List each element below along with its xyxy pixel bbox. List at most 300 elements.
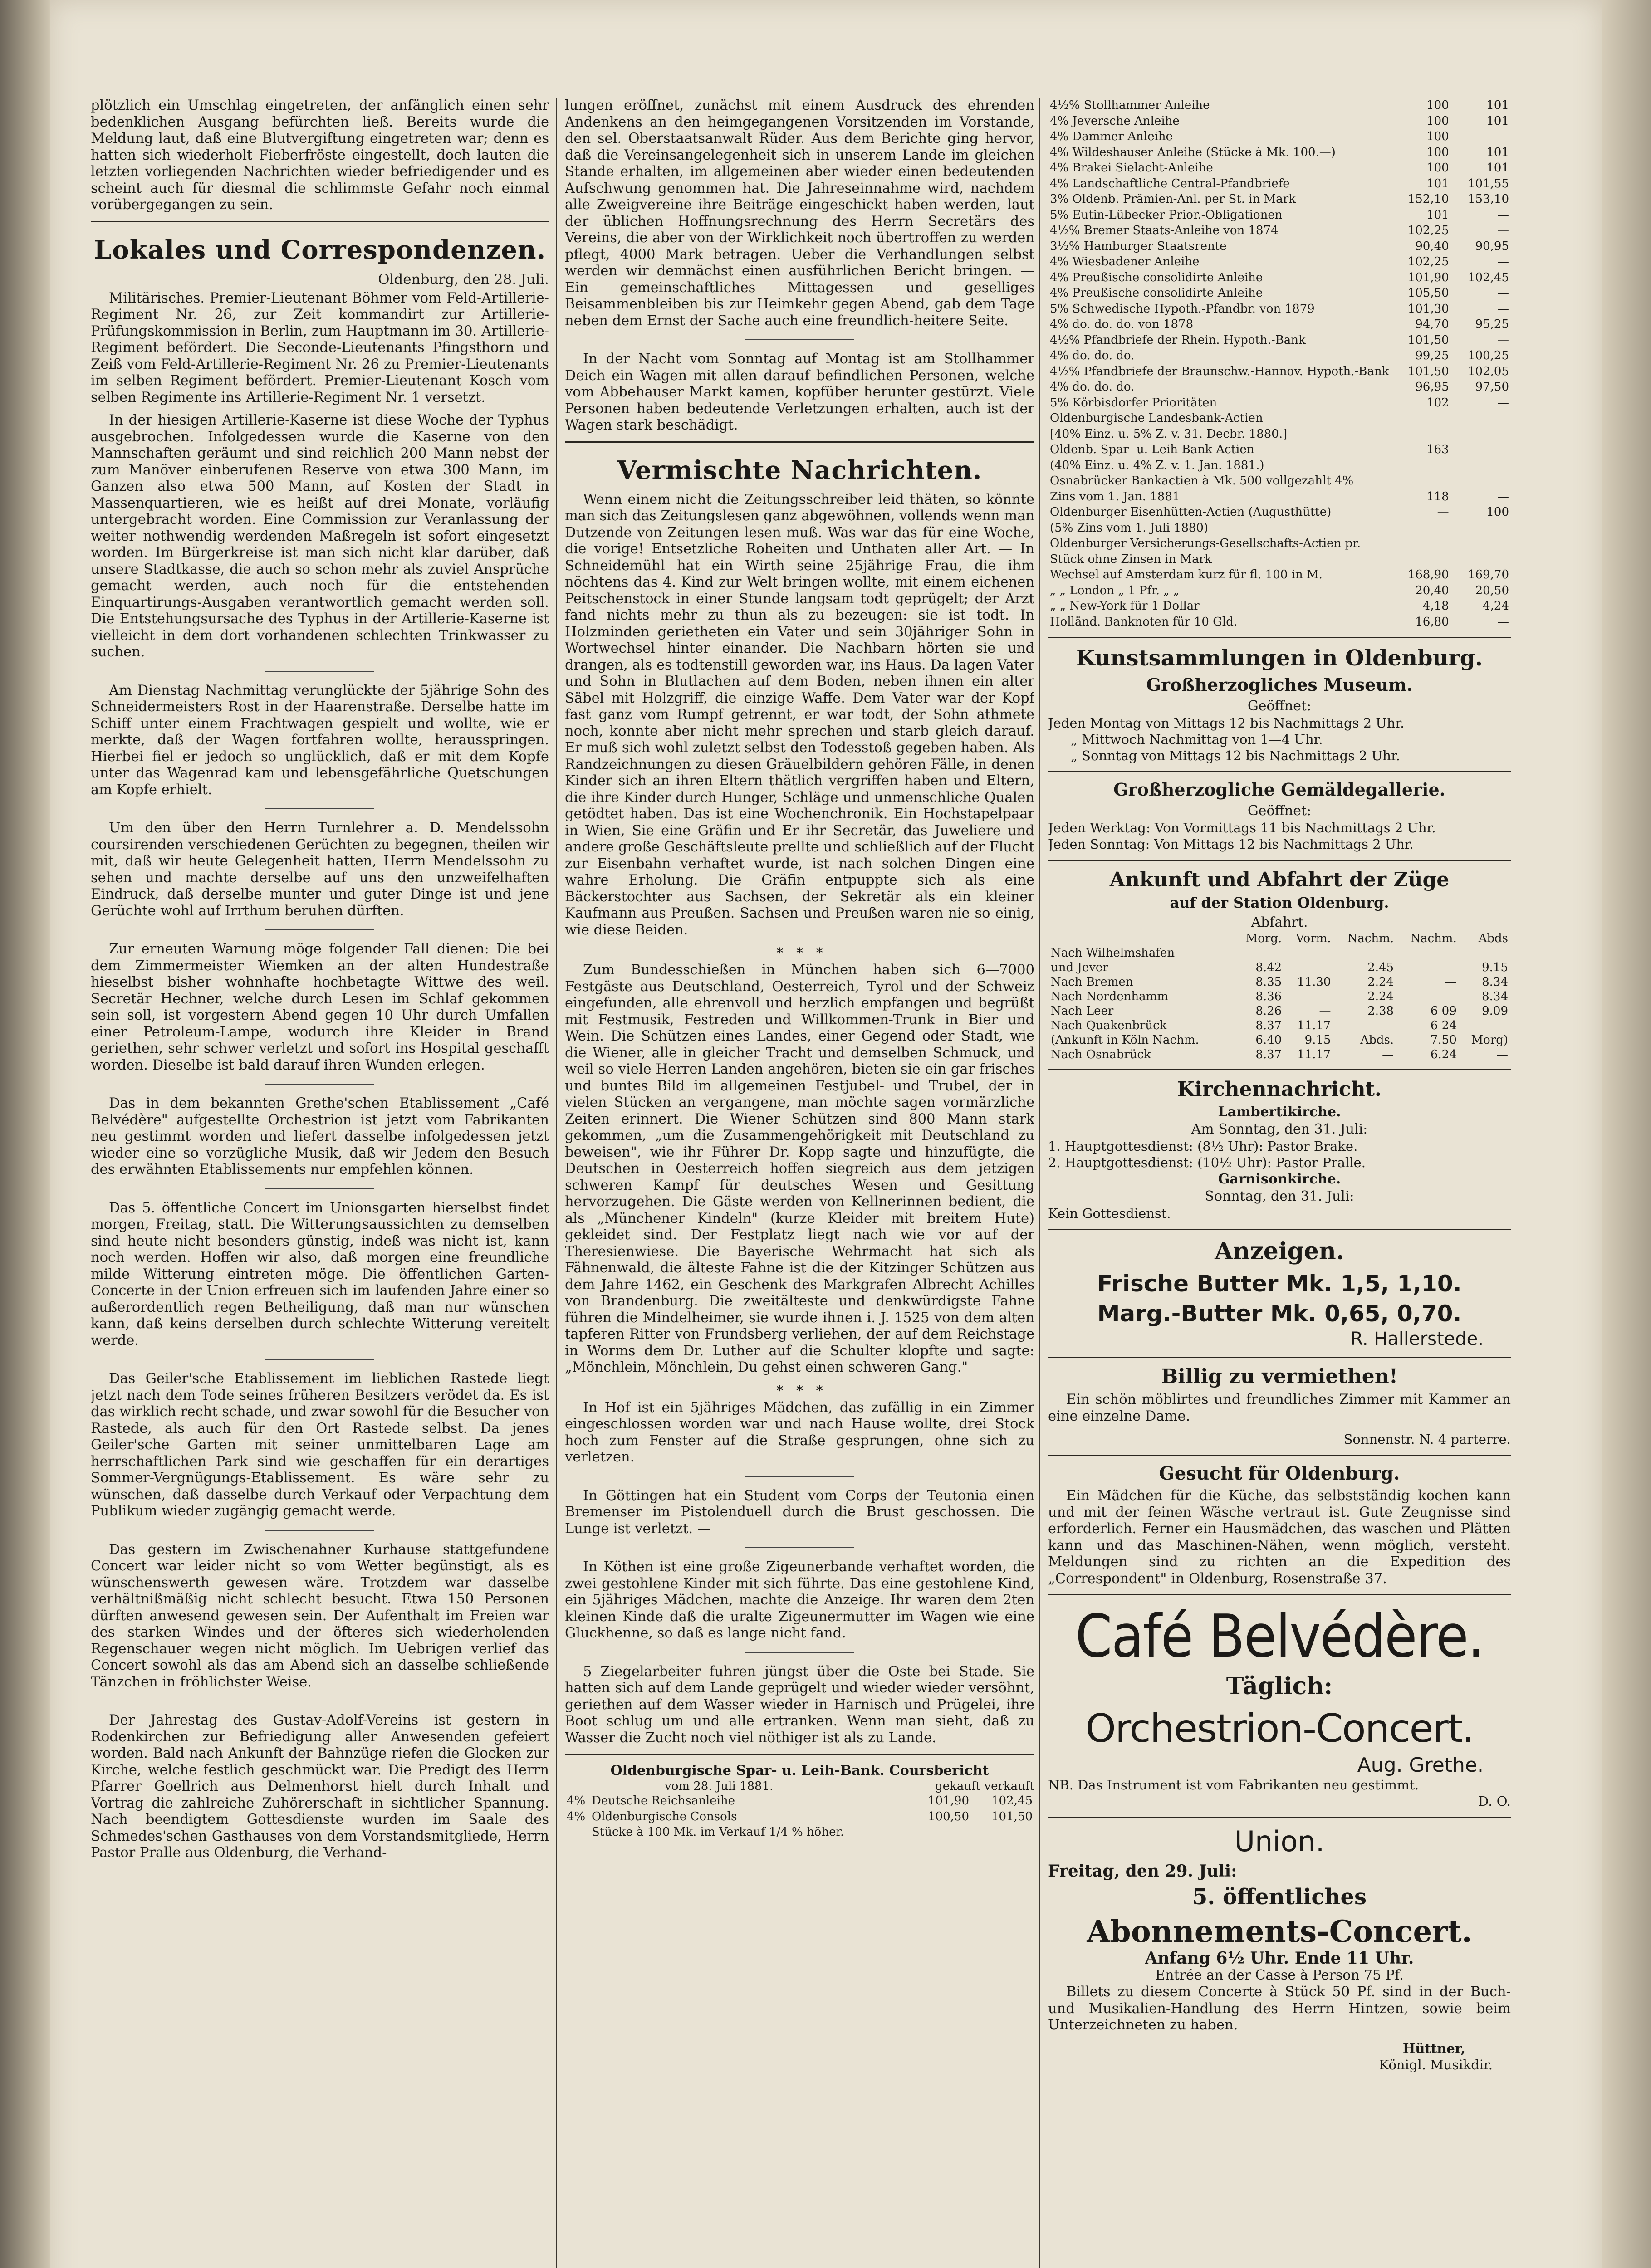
time-cell: 2.24 [1367, 975, 1394, 989]
security-name: 4% Dammer Anleihe [1050, 130, 1173, 143]
garnison-date: Sonntag, den 31. Juli: [1205, 1188, 1354, 1204]
rate: 4% [567, 1794, 586, 1808]
security-name: 4½% Bremer Staats-Anleihe von 1874 [1050, 224, 1279, 237]
abonnements-concert: Abonnements-Concert. [1087, 1914, 1472, 1949]
kirche-title: Kirchennachricht. [1177, 1078, 1382, 1101]
kunst-title: Kunstsammlungen in Oldenburg. [1076, 645, 1483, 671]
price-buy: 94,70 [1415, 318, 1449, 331]
price-buy: 168,90 [1407, 568, 1449, 582]
security-name: 5% Eutin-Lübecker Prior.-Obligationen [1050, 208, 1283, 222]
time-cell: 9.15 [1482, 961, 1508, 974]
museum-time: „ Sonntag von Mittags 12 bis Nachmittags 2 Uhr. [1071, 748, 1400, 763]
security-name: 4% do. do. do. [1050, 349, 1135, 362]
price-sell: — [1497, 224, 1509, 237]
table-row [1048, 379, 1511, 395]
bank-report-table [565, 1793, 1034, 1840]
table-row [1048, 520, 1511, 536]
table-row [1048, 473, 1511, 489]
security-name: Wechsel auf Amsterdam kurz für fl. 100 in M. [1050, 568, 1323, 582]
time-cell [1396, 946, 1460, 960]
price-sell [1451, 520, 1511, 536]
article-typhus: In der hiesigen Artillerie-Kaserne ist diese Woche der Typhus ausgebrochen. Infolgedessen wurde die Kaserne von den Mannschaften geräumt und sind reichlich 200 Mann nebst der zum Manöver einberufenen Reserve von etwa 300 Mann, im Ganzen also etwa 500 Mann, auf Kosten der Stadt in Massenquartieren, wie es heißt auf drei Monate, vorläufig untergebracht worden. Eine Commission zur Veranlassung der weiter nothwendig werdenden Maßregeln ist sofort eingesetzt worden. Im Bürgerkreise ist man sich nicht klar darüber, daß unsere Stadtkasse, die auch so schon mehr als zuviel Ansprüche gemacht werden, auch noch für die entstehenden Einquartirungs-Ausgaben verantwortlich gemacht werden soll. Die Entstehungsursache des Typhus in der Artillerie-Kaserne ist vielleicht in dem dort vorhandenen schlechten Trinkwasser zu suchen. [91, 412, 549, 660]
price-buy: 152,10 [1407, 192, 1449, 206]
divider [1048, 860, 1511, 861]
concert-times: Anfang 6½ Uhr. Ende 11 Uhr. [1145, 1949, 1414, 1968]
time-cell: — [1445, 961, 1457, 974]
article-goettingen: In Göttingen hat ein Student vom Corps der Teutonia einen Bremenser im Pistolenduell durch die Brust geschossen. Die Lunge ist verletzt. — [565, 1487, 1034, 1537]
security-name: Oldenburger Versicherungs-Gesellschafts-Actien pr. [1050, 537, 1361, 550]
stock-table [1048, 98, 1511, 630]
table-row [1048, 223, 1511, 239]
time-cell: 6.24 [1430, 1048, 1457, 1061]
security-name: 4% Jeversche Anleihe [1050, 114, 1180, 128]
divider [1048, 1594, 1511, 1595]
price-sell: — [1497, 443, 1509, 456]
price-sell [1451, 458, 1511, 474]
price-sell: 100 [1486, 505, 1509, 519]
table-row [1048, 191, 1511, 207]
price-sell: 97,50 [1475, 380, 1509, 394]
divider [565, 441, 1034, 443]
security-name: 4% do. do. do. [1050, 380, 1135, 394]
anzeigen-title: Anzeigen. [1215, 1237, 1344, 1265]
time-cell [1284, 946, 1333, 960]
price-buy: 4,18 [1422, 599, 1449, 613]
destination: (Ankunft in Köln Nachm. [1051, 1033, 1199, 1047]
price-sell: — [1497, 130, 1509, 143]
price-buy: 100 [1426, 161, 1449, 175]
time-cell: 11.30 [1297, 975, 1331, 989]
price-buy [1391, 411, 1450, 426]
rate [565, 1824, 590, 1840]
time-cell: 2.38 [1367, 1004, 1394, 1018]
price-sell [1451, 411, 1511, 426]
rate: 4% [567, 1809, 586, 1823]
sell-price: 102,45 [991, 1794, 1033, 1808]
security-name: Zins vom 1. Jan. 1881 [1050, 489, 1180, 503]
time-cell: Abds. [1360, 1033, 1394, 1047]
price-sell: 101 [1486, 114, 1509, 128]
table-row [1048, 285, 1511, 301]
table-row [1048, 113, 1511, 129]
table-row [565, 1824, 1034, 1840]
column-middle [565, 98, 1034, 2268]
article-gustav-adolf: Der Jahrestag des Gustav-Adolf-Vereins ist gestern in Rodenkirchen zur Befriedigung aller Anwesenden gefeiert worden. Bald nach Ankunft der Bahnzüge riefen die Glocken zur Kirche, welche festlich geschmückt war. Die Predigt des Herrn Pfarrer Goellrich aus Delmenhorst hielt durch Inhalt und Vortrag die zahlreiche Zuhörerschaft in sichtlicher Spannung. Nach beendigtem Gottesdienste wurden im Saale des Schmedes'schen Gasthauses von dem Vorstandsmitgliede, Herrn Pastor Pralle aus Oldenburg, die Verhand- [91, 1712, 549, 1861]
security-name: 4½% Pfandbriefe der Braunschw.-Hannov. Hypoth.-Bank [1050, 364, 1389, 378]
price-sell: 101 [1486, 98, 1509, 112]
billig-address: Sonnenstr. N. 4 parterre. [1343, 1432, 1511, 1447]
train-row [1048, 989, 1511, 1004]
column-rule-1 [556, 98, 557, 2268]
divider [1048, 637, 1511, 638]
price-buy [1391, 520, 1450, 536]
article-ziegelarbeiter: 5 Ziegelarbeiter fuhren jüngst über die Oste bei Stade. Sie hatten sich auf dem Lande geprügelt und wieder wieder versöhnt, geriethen auf dem Wasser wieder in Harnisch und Prügelei, ihre Boot schlug um und alle ertranken. Wenn man sieht, daß zu Wasser die Zucht noch viel nöthiger ist als zu Lande. [565, 1663, 1034, 1746]
security-name: 4% Brakei Sielacht-Anleihe [1050, 161, 1213, 175]
destination: Nach Wilhelmshafen [1051, 946, 1175, 960]
security-name: Holländ. Banknoten für 10 Gld. [1050, 615, 1238, 629]
time-cell: — [1382, 1019, 1394, 1032]
price-sell: 102,05 [1468, 364, 1509, 378]
security-name: 5% Körbisdorfer Prioritäten [1050, 396, 1217, 410]
price-buy: 90,40 [1415, 239, 1449, 253]
col-header-buy: gekauft [935, 1779, 981, 1793]
table-row [1048, 395, 1511, 411]
table-row [1048, 598, 1511, 614]
table-row [1048, 332, 1511, 348]
separator [745, 1547, 854, 1548]
table-row [1048, 129, 1511, 145]
butter-price-1: Frische Butter Mk. 1,5, 1,10. [1097, 1271, 1462, 1297]
museum-open: Geöffnet: [1247, 698, 1312, 714]
security-name: 3% Oldenb. Prämien-Anl. per St. in Mark [1050, 192, 1296, 206]
time-cell: 2.45 [1367, 961, 1394, 974]
train-row [1048, 1033, 1511, 1047]
buy-price: 100,50 [928, 1809, 969, 1823]
article-concert-union: Das 5. öffentliche Concert im Unionsgarten hierselbst findet morgen, Freitag, statt. Die Witterungsaussichten zu demselben sind heute nicht besonders günstig, indeß was nicht ist, kann noch werden. Hoffen wir also, daß morgen eine freundliche milde Witterung eintreten möge. Die öffentlichen Garten-Concerte in der Union erfreuen sich im laufenden Jahre einer so außerordentlich regen Betheiligung, daß man nur wünschen kann, daß keins derselben durch schlechte Witterung vereitelt werde. [91, 1200, 549, 1349]
time-cell: 8.34 [1482, 990, 1508, 1003]
security-name: [40% Einz. u. 5% Z. v. 31. Decbr. 1880.] [1050, 427, 1288, 441]
time-cell: 8.35 [1255, 975, 1282, 989]
divider [565, 1754, 1034, 1755]
price-sell: 101 [1486, 161, 1509, 175]
destination: Nach Nordenhamm [1051, 990, 1168, 1003]
fuenfte: 5. öffentliches [1192, 1884, 1367, 1910]
price-sell: 100,25 [1468, 349, 1509, 362]
table-row [1048, 207, 1511, 223]
time-cell: — [1319, 990, 1331, 1003]
price-sell [1451, 536, 1511, 552]
article-warnung: Zur erneuten Warnung möge folgender Fall dienen: Die bei dem Zimmermeister Wiemken an der alten Hundestraße hieselbst bisher wohnhafte hochbetagte Wittwe des weil. Secretär Hechner, welche durch Lesen im Schlaf gekommen sein soll, ist vorgestern Abend gegen 10 Uhr durch Umfallen einer Petroleum-Lampe, wodurch ihre Kleider in Brand geriethen, sehr schwer verletzt und sofort ins Hospital geschafft worden. Dieselbe ist bald darauf ihren Wunden erlegen. [91, 941, 549, 1073]
price-buy: 118 [1426, 489, 1449, 503]
table-row [1048, 254, 1511, 270]
price-sell: 153,10 [1468, 192, 1509, 206]
time-cell: 8.26 [1255, 1004, 1282, 1018]
train-row [1048, 946, 1511, 960]
table-row [1048, 458, 1511, 474]
separator [265, 1530, 374, 1531]
price-sell: — [1497, 333, 1509, 347]
time-cell: — [1445, 975, 1457, 989]
nb-note: NB. Das Instrument ist vom Fabrikanten neu gestimmt. [1048, 1777, 1419, 1793]
train-row [1048, 975, 1511, 989]
price-buy: 163 [1426, 443, 1449, 456]
article-mendelssohn: Um den über den Herrn Turnlehrer a. D. Mendelssohn coursirenden verschiedenen Gerüchten zu begegnen, theilen wir mit, daß wir heute Gelegenheit hatten, Herrn Mendelssohn zu sehen und machte derselbe auf uns den unzweifelhaften Eindruck, daß derselbe munter und guter Dinge ist und jene Gerüchte wohl auf Irrthum beruhen dürften. [91, 820, 549, 919]
column-rule-2 [1039, 98, 1040, 2268]
galerie-title: Großherzogliche Gemäldegallerie. [1113, 779, 1445, 800]
price-sell [1451, 552, 1511, 567]
security-name: Stück ohne Zinsen in Mark [1050, 552, 1212, 566]
security-name: 3½% Hamburger Staatsrente [1050, 239, 1227, 253]
time-cell: 8.34 [1482, 975, 1508, 989]
time-cell: Nachm. [1347, 932, 1394, 945]
separator [265, 929, 374, 930]
sell-price [971, 1824, 1034, 1840]
article-continuation: plötzlich ein Umschlag eingetreten, der anfänglich einen sehr bedenklichen Ausgang befürchten ließ. Bereits wurde die Meldung laut, daß eine Blutvergiftung eingetreten war; denn es hatten sich wiederholt Fieberfröste eingestellt, doch lauten die letzten vorliegenden Nachrichten wieder befriedigender und es scheint auch für diesmal die schlimmste Gefahr noch einmal vorübergegangen zu sein. [91, 98, 549, 213]
price-sell: — [1497, 255, 1509, 269]
table-row [1048, 270, 1511, 286]
price-buy: 100 [1426, 98, 1449, 112]
separator [265, 671, 374, 672]
sunday-date: Am Sonntag, den 31. Juli: [1191, 1121, 1368, 1137]
train-subtitle: auf der Station Oldenburg. [1170, 894, 1389, 911]
article-geiler: Das Geiler'sche Etablissement im lieblichen Rastede liegt jetzt nach dem Tode seines früheren Besitzers verödet da. Es ist das wirklich recht schade, und zwar sowohl für die Besucher von Rastede, als auch für den Ort Rastede selbst. Da jenes Geiler'sche Garten mit seiner unmittelbaren Lage am herrschaftlichen Park sind wie geschaffen für ein derartiges Sommer-Vergnügungs-Etablissement. Es wäre sehr zu wünschen, daß dasselbe durch Verkauf oder Verpachtung dem Publikum wieder zugängig gemacht werde. [91, 1371, 549, 1519]
time-cell: — [1496, 1048, 1508, 1061]
destination: Nach Osnabrück [1051, 1048, 1151, 1061]
gesucht-text: Ein Mädchen für die Küche, das selbstständig kochen kann und mit der feinen Wäsche vertraut ist. Gute Zeugnisse sind erforderlich. Ferner ein Hausmädchen, das waschen und Plätten kann und das Maschinen-Nähen, wenn möglich, versteht. Meldungen sind zu richten an die Expedition des „Correspondent" in Oldenburg, Rosenstraße 37. [1048, 1488, 1511, 1587]
divider [1048, 1069, 1511, 1070]
price-buy: 105,50 [1407, 286, 1449, 300]
security-name: 4% Wiesbadener Anleihe [1050, 255, 1200, 269]
galerie-open: Geöffnet: [1247, 803, 1312, 819]
section-title-vermischte: Vermischte Nachrichten. [617, 455, 982, 485]
price-sell: 102,45 [1468, 270, 1509, 284]
time-cell: 8.37 [1255, 1019, 1282, 1032]
time-cell: Morg. [1245, 932, 1282, 945]
price-sell: 95,25 [1475, 318, 1509, 331]
time-cell [1234, 946, 1284, 960]
price-buy: 99,25 [1415, 349, 1449, 362]
security-name: (5% Zins vom 1. Juli 1880) [1050, 521, 1209, 535]
destination: Nach Bremen [1051, 975, 1133, 989]
museum-title: Großherzogliches Museum. [1146, 675, 1413, 695]
union-title: Union. [1234, 1825, 1325, 1858]
do-signature: D. O. [1478, 1794, 1511, 1809]
time-cell: Vorm. [1296, 932, 1331, 945]
freitag-date: Freitag, den 29. Juli: [1048, 1862, 1237, 1881]
table-row [1048, 426, 1511, 442]
museum-time: „ Mittwoch Nachmittag von 1—4 Uhr. [1071, 732, 1323, 747]
price-buy: 20,40 [1415, 583, 1449, 597]
table-row [1048, 364, 1511, 380]
huettner-signature: Hüttner, [1402, 2040, 1465, 2056]
price-buy: 101,50 [1407, 333, 1449, 347]
destination [1048, 931, 1234, 946]
price-buy: 102,25 [1407, 224, 1449, 237]
price-buy: 101 [1426, 208, 1449, 222]
table-row [1048, 98, 1511, 113]
price-buy: 96,95 [1415, 380, 1449, 394]
galerie-time: Jeden Werktag: Von Vormittags 11 bis Nachmittags 2 Uhr. [1048, 820, 1436, 836]
divider [1048, 1229, 1511, 1230]
page-edge [1602, 0, 1651, 2268]
security-name: Oldenb. Spar- u. Leih-Bank-Actien [1050, 443, 1254, 456]
column-left [91, 98, 549, 2268]
separator [265, 1188, 374, 1189]
section-title-lokales: Lokales und Correspondenzen. [93, 235, 546, 265]
time-cell: — [1319, 961, 1331, 974]
article-bundesschiessen: Zum Bundesschießen in München haben sich 6—7000 Festgäste aus Deutschland, Oesterreich, Tyrol und der Schweiz eingefunden, alle ehrenvoll und herzlich empfangen und begrüßt mit Festmusik, Festreden und Willkommen-Trunk in Bier und Wein. Die Schützen eines Landes, einer Gegend oder Stadt, wie die Wiener, alle in gleicher Tracht und demselben Schmuck, und weil so viele Herren Landen angehören, bieten sie ein gar frisches und buntes Bild im allgemeinen Festjubel- und Trubel, der in vielen Stücken an vergangene, man möchte sagen vormärzliche Zeiten erinnert. Die Wiener Schützen sind 800 Mann stark gekommen, „um die Zusammengehörigkeit mit Deutschland zu beweisen", wie ihr Führer Dr. Kopp sagte und hinzufügte, die Deutschen in Oesterreich hoffen siegreich aus dem jetzigen schweren Kampf für deutsches Wesen und Gesittung hervorzugehen. Die Gäste werden von Kellnerinnen bedient, die als „Münchener Kindeln" (kurze Kleider mit breitem Hute) gekleidet sind. Der Festplatz liegt nach wie vor auf der Theresienwiese. Die Bayerische Wehrmacht hat sich als Fähnenwald, die älteste Fahne ist die der Kitzinger Schützen aus dem Jahre 1462, ein Geschenk des Markgrafen Albrecht Achilles von Brandenburg. Die zweitälteste und denkwürdigste Fahne führen die Mindelheimer, sie wurde ihnen i. J. 1525 von dem alten tapferen Ritter von Frundsberg verliehen, der auf dem Reichstage in Worms dem Dr. Luther auf die Schulter klopfte und sagte: „Mönchlein, Mönchlein, Du gehst einen schweren Gang." [565, 962, 1034, 1375]
separator [265, 808, 374, 809]
article-wochenchronik: Wenn einem nicht die Zeitungsschreiber leid thäten, so könnte man sich das Zeitungslesen ganz abgewöhnen, vollends wenn man Dutzende von Zeitungen lesen muß. Was war das für eine Woche, die vorige! Entsetzliche Roheiten und Unthaten aller Art. — In Schneidemühl hat ein Wirth seine 25jährige Frau, die ihm nöchtens das 4. Kind zur Welt bringen wollte, mit einem eichenen Peitschenstock in einer Stunde langsam todt geprügelt; der Arzt fand nichts mehr zu thun als zu bezeugen: sie ist todt. In Holzminden gerietheten ein Vater und sein 30jähriger Sohn in Wortwechsel hinter einander. Die Nachbarn hörten sie und drangen, als es todtenstill geworden war, ins Haus. Da lagen Vater und Sohn in Blutlachen auf dem Boden, neben ihnen ein alter Säbel mit Holzgriff, die einzige Waffe. Dem Vater war der Kopf fast ganz vom Rumpf getrennt, er war todt, der Sohn athmete noch, konnte aber nicht mehr sprechen und starb gleich darauf. Er muß sich wohl zuletzt selbst den Todesstoß gegeben haben. Als Randzeichnungen zu diesen Gräuelbildern gehören Fälle, in denen Kinder sich an ihren Eltern thätlich vergriffen haben und Eltern, die ihre Kinder durch Hunger, Schläge und unmenschliche Qualen getödtet haben. Das ist eine Wochenchronik. Ein Hochstapelpaar in Wien, Sie eine Gräfin und Er ihr Secretär, das Juweliere und andere große Geschäftsleute prellte und schließlich auf der Flucht zur Eisenbahn verhaftet wurde, ist nach solchen Dingen eine wahre Erholung. Die Gräfin entpuppte sich als eine Bäckerstochter aus Sachsen, der Sekretär als ein kleiner Kaufmann aus Preußen. Sachsen und Preußen waren nie so einig, wie diese Beiden. [565, 491, 1034, 938]
price-buy: 102,25 [1407, 255, 1449, 269]
article-militaerisches: Militärisches. Premier-Lieutenant Böhmer vom Feld-Artillerie-Regiment Nr. 26, zur Zeit kommandirt zur Artillerie-Prüfungskommission in Berlin, zum Hauptmann im 30. Artillerie-Regiment befördert. Die Seconde-Lieutenants Pfingsthorn und Zeiß vom Feld-Artillerie-Regiment Nr. 26 zu Premier-Lieutenants im selben Regiment befördert. Premier-Lieutenant Kosch vom selben Regimente ins Artillerie-Regiment Nr. 1 versetzt. [91, 290, 549, 406]
train-title: Ankunft und Abfahrt der Züge [1109, 868, 1450, 891]
butter-advertiser: R. Hallerstede. [1350, 1329, 1484, 1349]
separator [265, 1084, 374, 1085]
price-buy: 101,90 [1407, 270, 1449, 284]
museum-time: Jeden Montag von Mittags 12 bis Nachmittags 2 Uhr. [1048, 715, 1405, 731]
table-row [1048, 176, 1511, 192]
security-name: 4½% Pfandbriefe der Rhein. Hypoth.-Bank [1050, 333, 1306, 347]
price-buy: 101,50 [1407, 364, 1449, 378]
time-cell: — [1382, 1048, 1394, 1061]
table-row [1048, 504, 1511, 520]
price-sell: — [1497, 396, 1509, 410]
price-buy: 100 [1426, 130, 1449, 143]
price-sell: — [1497, 286, 1509, 300]
time-cell: 11.17 [1297, 1019, 1331, 1032]
time-cell: 11.17 [1297, 1048, 1331, 1061]
price-sell: — [1497, 615, 1509, 629]
separator [745, 339, 854, 340]
price-buy [1391, 458, 1450, 474]
destination: Nach Quakenbrück [1051, 1019, 1167, 1032]
train-row [1048, 960, 1511, 975]
divider [1048, 1357, 1511, 1358]
destination: Nach Leer [1051, 1004, 1114, 1018]
cafe-belvedere-title: Café Belvédère. [1075, 1602, 1484, 1671]
butter-price-2: Marg.-Butter Mk. 0,65, 0,70. [1097, 1300, 1462, 1327]
column-right [1048, 98, 1511, 2268]
table-row [1048, 442, 1511, 458]
time-cell: 8.36 [1255, 990, 1282, 1003]
security-name: 4½% Stollhammer Anleihe [1050, 98, 1210, 112]
table-row [1048, 239, 1511, 254]
time-cell: Abds [1478, 932, 1508, 945]
security-name: „ „ London „ 1 Pfr. „ „ [1050, 583, 1180, 597]
time-cell: 8.37 [1255, 1048, 1282, 1061]
galerie-time: Jeden Sonntag: Von Mittags 12 bis Nachmittags 2 Uhr. [1048, 836, 1414, 852]
price-sell: 20,50 [1475, 583, 1509, 597]
bank-report-header [935, 1779, 1034, 1793]
destination: und Jever [1051, 961, 1108, 974]
table-row [1048, 317, 1511, 332]
table-row [1048, 348, 1511, 364]
train-row [1048, 1004, 1511, 1018]
price-buy: 101,30 [1407, 302, 1449, 316]
table-row [1048, 567, 1511, 583]
table-row [1048, 160, 1511, 176]
asterisks: * * * [776, 1383, 823, 1399]
train-row [1048, 1018, 1511, 1033]
table-row [1048, 145, 1511, 161]
taeglich: Täglich: [1226, 1672, 1333, 1700]
time-cell: — [1496, 1019, 1508, 1032]
price-buy [1391, 426, 1450, 442]
price-buy [1391, 473, 1450, 489]
table-row [1048, 552, 1511, 567]
train-header-row [1048, 931, 1511, 946]
separator [265, 1359, 374, 1360]
bank-report-date: vom 28. Juli 1881. [665, 1779, 774, 1793]
time-cell: Morg) [1471, 1033, 1508, 1047]
security-name: 4% Preußische consolidirte Anleihe [1050, 270, 1263, 284]
time-cell: 6 24 [1430, 1019, 1457, 1032]
article-zwischenahn: Das gestern im Zwischenahner Kurhause stattgefundene Concert war leider nicht so vom Wetter begünstigt, als es wünschenswerth gewesen wäre. Trotzdem war dasselbe verhältnißmäßig nicht schlecht besucht. Etwa 150 Personen dürften anwesend gewesen sein. Der Aufenthalt im Freien war des starken Windes und der öfteres sich wiederholenden Regenschauer wegen nicht möglich. Im Uebrigen verlief das Concert sowohl als das am Abend sich an dasselbe schließende Tänzchen in fröhlichster Weise. [91, 1541, 549, 1690]
time-cell: Nachm. [1410, 932, 1457, 945]
divider [1048, 1455, 1511, 1456]
book-binding [0, 0, 50, 2268]
separator [745, 1476, 854, 1477]
divider [91, 221, 549, 222]
time-cell: 7.50 [1430, 1033, 1457, 1047]
security-name: 4% do. do. do. von 1878 [1050, 318, 1194, 331]
time-cell: — [1319, 1004, 1331, 1018]
time-cell: 2.24 [1367, 990, 1394, 1003]
table-row [1048, 301, 1511, 317]
table-row [565, 1793, 1034, 1809]
security-name: (40% Einz. u. 4% Z. v. 1. Jan. 1881.) [1050, 458, 1264, 472]
buy-price [907, 1824, 971, 1840]
buy-price: 101,90 [928, 1794, 969, 1808]
price-buy: 16,80 [1415, 615, 1449, 629]
security-name: 5% Schwedische Hypoth.-Pfandbr. von 1879 [1050, 302, 1315, 316]
article-gustav-adolf-cont: lungen eröffnet, zunächst mit einem Ausdruck des ehrenden Andenkens an den heimgegangenen Vorsitzenden im Vorstande, den sel. Oberstaatsanwalt Rüder. Aus dem Berichte ging hervor, daß die Vereinsangelegenheit sich in unserem Lande im gleichen Stande erhalten, im allgemeinen aber wieder einen bedeutenden Aufschwung genommen hat. Die Jahreseinnahme wird, nachdem alle Zweigvereine ihre Beiträge eingeschickt haben werden, laut der üblichen Hoffnungsrechnung des Herrn Secretärs des Vereins, die aber von der Wirklichkeit noch übertroffen zu werden pflegt, 4000 Mark betragen. Ueber die Verhandlungen selbst werden wir demnächst einen ausführlichen Bericht bringen. — Ein gemeinschaftliches Mittagessen und geselliges Beisammenbleiben bis zur Heimkehr gegen Abend, gab dem Tage neben dem Ernst der Sache auch eine freundlich-heitere Seite. [565, 98, 1034, 329]
price-sell: 101,55 [1468, 176, 1509, 191]
price-sell: 169,70 [1468, 568, 1509, 582]
time-cell: 9.15 [1304, 1033, 1331, 1047]
price-buy: — [1437, 505, 1449, 519]
security-name: Deutsche Reichsanleihe [592, 1794, 735, 1808]
price-buy: 100 [1426, 114, 1449, 128]
lamberti-title: Lambertikirche. [1218, 1104, 1341, 1120]
grethe-signature: Aug. Grethe. [1357, 1754, 1484, 1777]
billig-title: Billig zu vermiethen! [1161, 1365, 1398, 1388]
price-sell: — [1497, 489, 1509, 503]
musikdir: Königl. Musikdir. [1379, 2057, 1493, 2072]
time-cell [1333, 946, 1396, 960]
dateline: Oldenburg, den 28. Juli. [378, 271, 549, 288]
security-name: 4% Wildeshauser Anleihe (Stücke à Mk. 100.—) [1050, 145, 1336, 159]
gottesdienst-1: 1. Hauptgottesdienst: (8½ Uhr): Pastor Brake. [1048, 1139, 1358, 1154]
security-name: Stücke à 100 Mk. im Verkauf 1/4 % höher. [592, 1825, 844, 1839]
table-row [1048, 583, 1511, 599]
divider [1048, 1817, 1511, 1818]
divider [1048, 771, 1511, 772]
billets-text: Billets zu diesem Concerte à Stück 50 Pf. sind in der Buch- und Musikalien-Handlung des Herrn Hintzen, sowie beim Unterzeichneten zu haben. [1048, 1984, 1511, 2033]
price-sell [1451, 473, 1511, 489]
billig-text: Ein schön möblirtes und freundliches Zimmer mit Kammer an eine einzelne Dame. [1048, 1392, 1511, 1424]
security-name: Oldenburgische Landesbank-Actien [1050, 411, 1263, 425]
article-stollhammer: In der Nacht vom Sonntag auf Montag ist am Stollhammer Deich ein Wagen mit allen darauf befindlichen Personen, welche vom Abbehauser Markt kamen, kopfüber herunter gestürzt. Viele Personen haben bedeutende Verletzungen erhalten, auch ist der Wagen stark beschädigt. [565, 351, 1034, 433]
article-unfall: Am Dienstag Nachmittag verunglückte der 5jährige Sohn des Schneidermeisters Rost in der Haarenstraße. Derselbe hatte im Schiff unter einem Frachtwagen gespielt und wollte, wie er merkte, daß der Wagen fortfahren wollte, herausspringen. Hierbei fiel er jedoch so unglücklich, daß er mit dem Kopfe unter das Wagenrad kam und lebensgefährliche Quetschungen am Kopfe erhielt. [91, 682, 549, 798]
sell-price: 101,50 [991, 1809, 1033, 1823]
entree: Entrée an der Casse à Person 75 Pf. [1155, 1967, 1404, 1983]
security-name: „ „ New-York für 1 Dollar [1050, 599, 1200, 613]
price-buy: 102 [1426, 396, 1449, 410]
col-header-sell: verkauft [984, 1779, 1034, 1793]
price-sell: — [1497, 208, 1509, 222]
table-row [1048, 489, 1511, 505]
time-cell [1460, 946, 1511, 960]
security-name: 4% Preußische consolidirte Anleihe [1050, 286, 1263, 300]
bank-report-title: Oldenburgische Spar- u. Leih-Bank. Coursbericht [610, 1763, 989, 1779]
time-cell: 8.42 [1255, 961, 1282, 974]
train-row [1048, 1047, 1511, 1062]
train-table [1048, 931, 1511, 1062]
gesucht-title: Gesucht für Oldenburg. [1159, 1463, 1400, 1484]
article-hof: In Hof ist ein 5jähriges Mädchen, das zufällig in ein Zimmer eingeschlossen worden war und nach Hause wollte, drei Stock hoch zum Fenster auf die Straße gesprungen, ohne sich zu verletzen. [565, 1399, 1034, 1465]
article-orchestrion: Das in dem bekannten Grethe'schen Etablissement „Café Belvédère" aufgestellte Orchestrion ist jetzt vom Fabrikanten neu gestimmt worden und liefert dasselbe infolgedessen jetzt wieder eine so vorzügliche Musik, daß wir Jedem den Besuch des erwähnten Etablissements nur empfehlen können. [91, 1095, 549, 1178]
article-koethen: In Köthen ist eine große Zigeunerbande verhaftet worden, die zwei gestohlene Kinder mit sich führte. Das eine gestohlene Kind, ein 5jähriges Mädchen, machte die Anzeige. Ihr waren dem 2ten kleinen Kinde daß die uralte Zigeunermutter im Wagen wie eine Gluckhenne, so daß es lange nicht fand. [565, 1559, 1034, 1641]
garnison-title: Garnisonkirche. [1218, 1171, 1341, 1187]
security-name: 4% Landschaftliche Central-Pfandbriefe [1050, 176, 1290, 191]
price-buy: 100 [1426, 145, 1449, 159]
time-cell: — [1445, 990, 1457, 1003]
table-row [1048, 536, 1511, 552]
asterisks: * * * [776, 945, 823, 961]
price-buy [1391, 536, 1450, 552]
